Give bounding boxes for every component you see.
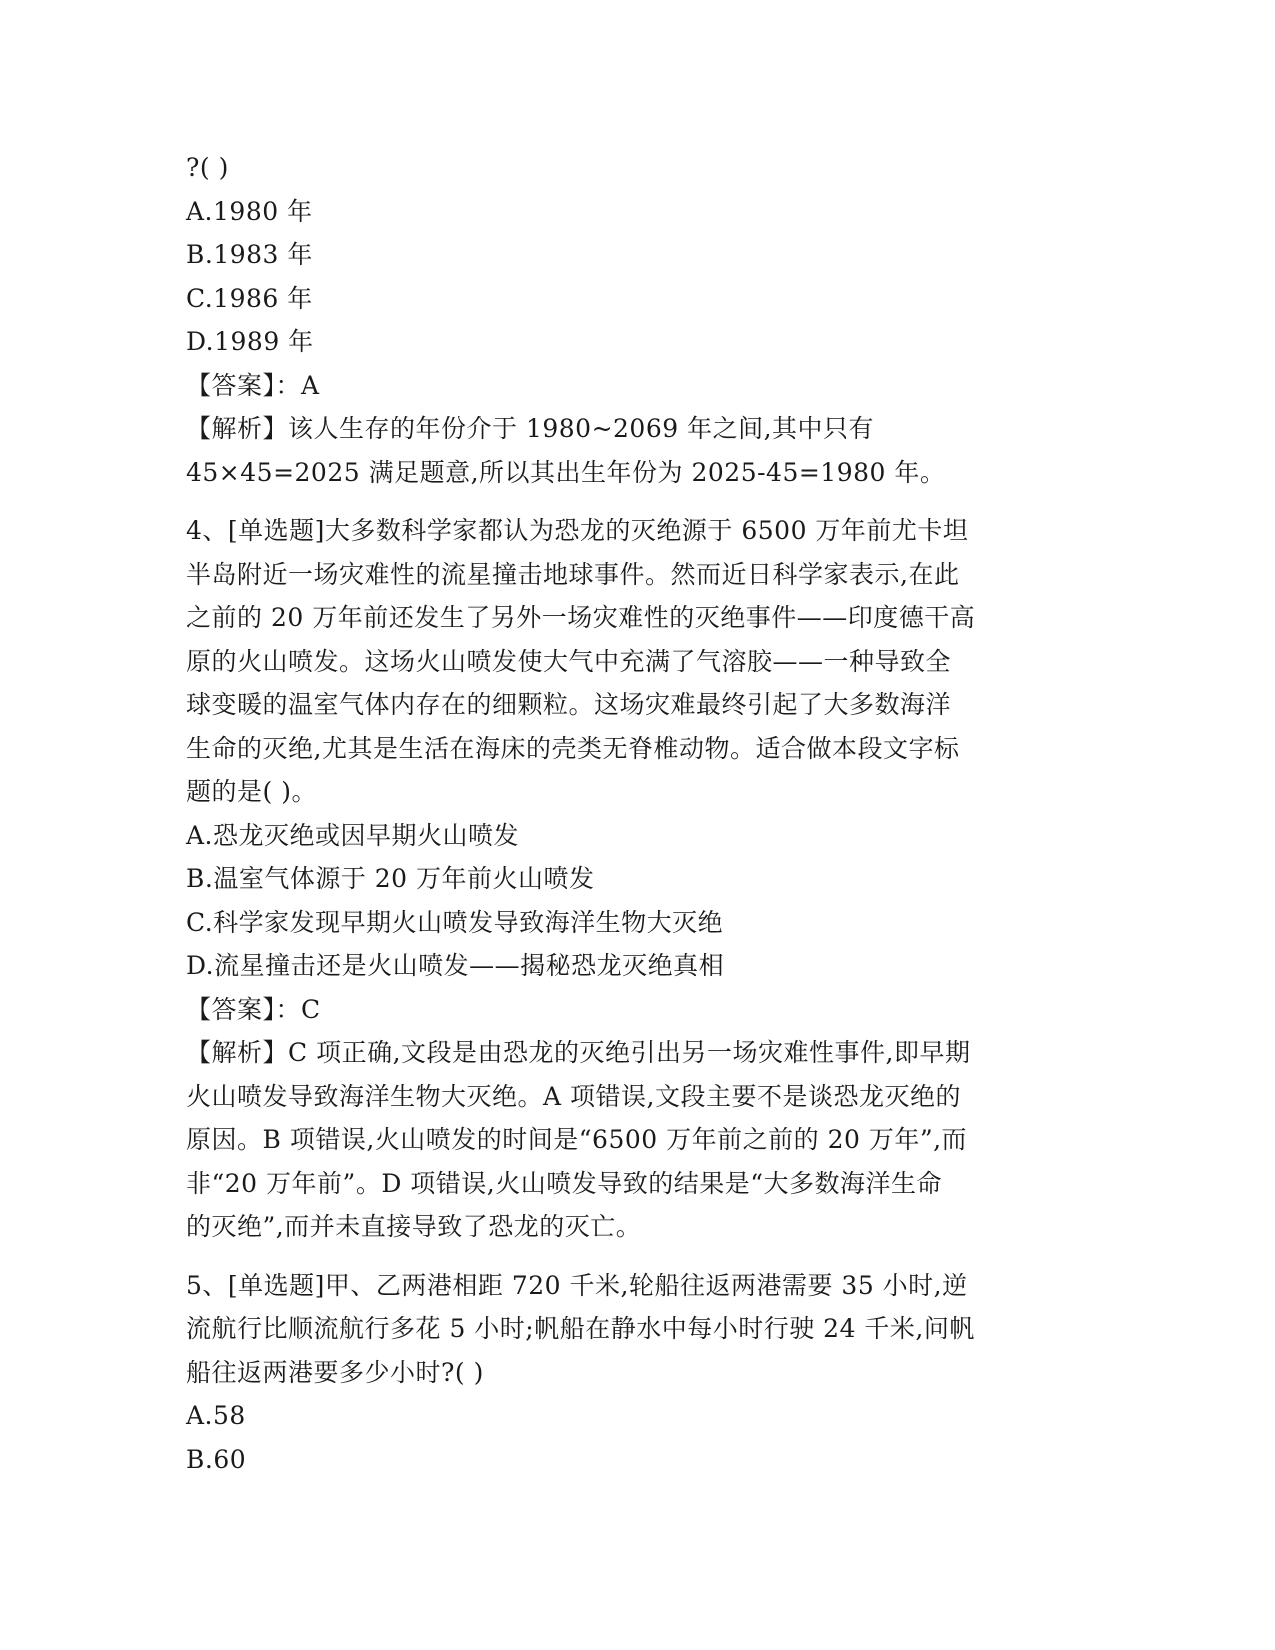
option-a: A.1980 年 (186, 196, 313, 226)
answer-line: 【答案】：C (186, 994, 321, 1024)
option-c: C.科学家发现早期火山喷发导致海洋生物大灭绝 (186, 907, 724, 937)
option-d: D.流星撞击还是火山喷发——揭秘恐龙灭绝真相 (186, 951, 725, 980)
question-stem-line: ?( ) (186, 153, 229, 182)
option-b: B.60 (186, 1444, 247, 1474)
analysis-line: 的灭绝”,而并未直接导致了恐龙的灭亡。 (186, 1212, 642, 1241)
question-stem-line: 题的是( )。 (186, 777, 317, 806)
analysis-line: 火山喷发导致海洋生物大灭绝。A 项错误,文段主要不是谈恐龙灭绝的 (186, 1081, 961, 1111)
question-stem-line: 之前的 20 万年前还发生了另外一场灾难性的灭绝事件——印度德干高 (186, 603, 976, 632)
question-stem-line: 5、[单选题]甲、乙两港相距 720 千米,轮船往返两港需要 35 小时,逆 (186, 1270, 968, 1300)
analysis-line: 45×45=2025 满足题意,所以其出生年份为 2025-45=1980 年。 (186, 457, 946, 487)
question-stem-line: 原的火山喷发。这场火山喷发使大气中充满了气溶胶——一种导致全 (186, 646, 952, 676)
question-3 (186, 146, 1086, 494)
answer-line: 【答案】：A (186, 370, 320, 400)
question-stem-line: 生命的灭绝,尤其是生活在海床的壳类无脊椎动物。适合做本段文字标 (186, 733, 960, 763)
analysis-line: 【解析】C 项正确,文段是由恐龙的灭绝引出另一场灾难性事件,即早期 (186, 1038, 971, 1067)
analysis-line: 原因。B 项错误,火山喷发的时间是“6500 万年前之前的 20 万年”,而 (186, 1125, 968, 1154)
question-4 (186, 509, 1086, 1249)
question-stem-line: 流航行比顺流航行多花 5 小时;帆船在静水中每小时行驶 24 千米,问帆 (186, 1314, 975, 1343)
document-page (186, 146, 1086, 1481)
option-a: A.58 (186, 1401, 246, 1430)
analysis-line: 【解析】该人生存的年份介于 1980~2069 年之间,其中只有 (186, 414, 875, 443)
question-stem-line: 4、[单选题]大多数科学家都认为恐龙的灭绝源于 6500 万年前尤卡坦 (186, 516, 969, 545)
option-d: D.1989 年 (186, 327, 314, 356)
question-5 (186, 1264, 1086, 1482)
question-stem-line: 球变暖的温室气体内存在的细颗粒。这场灾难最终引起了大多数海洋 (186, 690, 952, 719)
option-b: B.温室气体源于 20 万年前火山喷发 (186, 864, 595, 893)
question-stem-line: 半岛附近一场灾难性的流星撞击地球事件。然而近日科学家表示,在此 (186, 559, 960, 589)
option-a: A.恐龙灭绝或因早期火山喷发 (186, 820, 520, 850)
option-b: B.1983 年 (186, 240, 313, 269)
question-stem-line: 船往返两港要多少小时?( ) (186, 1357, 484, 1387)
analysis-line: 非“20 万年前”。D 项错误,火山喷发导致的结果是“大多数海洋生命 (186, 1168, 943, 1198)
option-c: C.1986 年 (186, 283, 313, 313)
